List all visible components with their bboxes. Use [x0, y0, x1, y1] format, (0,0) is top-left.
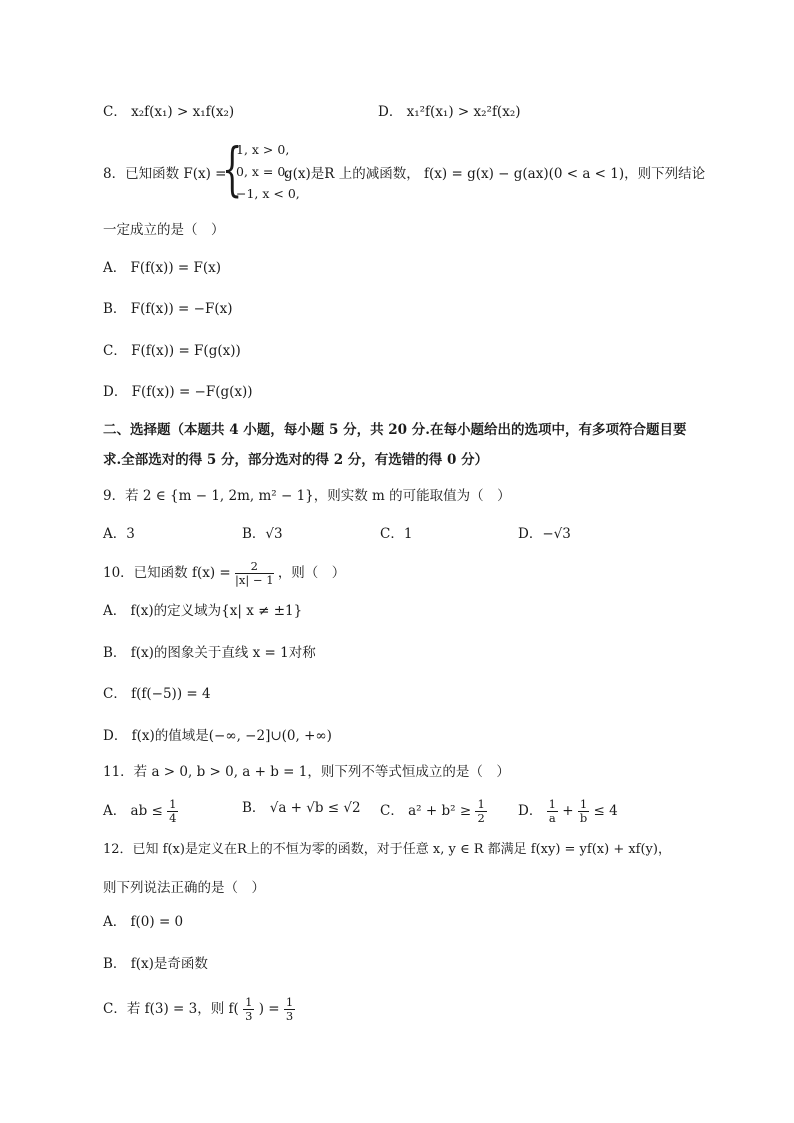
q12-c-den: 3 [285, 1009, 294, 1023]
q11-d-den-1: a [548, 811, 556, 825]
q12-c-inner-num: 1 [245, 995, 253, 1009]
q12-c-fraction [284, 996, 295, 1023]
q8-option-d: D． F(f(x)) = −F(g(x)) [103, 384, 253, 400]
section2-heading-line2: 求.全部选对的得 5 分，部分选对的得 2 分，有选错的得 0 分） [103, 452, 489, 468]
q8-option-a: A． F(f(x)) = F(x) [103, 260, 221, 276]
q7-option-d: D． x₁²f(x₁) > x₂²f(x₂) [378, 104, 521, 120]
q12-c-num: 1 [285, 995, 294, 1009]
q10-option-b: B． f(x)的图象关于直线 x = 1对称 [103, 645, 316, 661]
q8-case-1: 1, x > 0, [236, 142, 290, 157]
q12-option-b: B． f(x)是奇函数 [103, 956, 208, 972]
q11-a-fraction [167, 798, 178, 825]
q11-c-prefix: C． a² + b² ≥ [380, 803, 472, 819]
q10-stem-prefix: 10．已知函数 f(x) = [103, 565, 231, 581]
q11-a-prefix: A． ab ≤ [103, 803, 163, 819]
q12-c-inner-fraction [243, 996, 254, 1023]
q12-stem-line2: 则下列说法正确的是（ ） [103, 880, 265, 896]
q8-option-b: B． F(f(x)) = −F(x) [103, 301, 233, 317]
q11-a-num: 1 [169, 797, 177, 811]
q12-option-a: A． f(0) = 0 [103, 914, 184, 930]
q10-stem [103, 560, 345, 587]
q10-option-a: A． f(x)的定义域为{x| x ≠ ±1} [103, 603, 303, 619]
q11-d-prefix: D． [518, 803, 543, 819]
q11-option-a [103, 798, 178, 825]
q9-option-b: B．√3 [242, 526, 283, 542]
q11-d-den-2: b [579, 811, 588, 825]
q8-stem-prefix: 8．已知函数 F(x) = [103, 166, 227, 182]
q12-c-mid: ) = [258, 1001, 280, 1017]
q11-option-d [518, 798, 618, 825]
q12-c-inner-den: 3 [245, 1009, 253, 1023]
q12-stem-line1: 12．已知 f(x)是定义在R上的不恒为零的函数，对于任意 x, y ∈ R 都满足 f(xy) = yf(x) + xf(y)， [103, 842, 671, 857]
q11-d-plus: + [562, 803, 574, 819]
q11-option-c [380, 798, 487, 825]
q11-d-fraction-2 [578, 798, 589, 825]
q11-d-suffix: ≤ 4 [593, 803, 618, 819]
q8-stem-line2: 一定成立的是（ ） [103, 222, 225, 238]
q9-option-c: C．1 [380, 526, 413, 542]
q7-option-c: C． x₂f(x₁) > x₁f(x₂) [103, 104, 235, 120]
q11-stem: 11．若 a > 0, b > 0, a + b = 1，则下列不等式恒成立的是（ ） [103, 764, 510, 780]
q10-frac-den: |x| − 1 [235, 573, 274, 587]
q8-case-2: 0, x = 0, [236, 164, 290, 179]
q10-option-c: C． f(f(−5)) = 4 [103, 686, 211, 702]
q10-option-d: D． f(x)的值域是(−∞, −2]∪(0, +∞) [103, 728, 332, 744]
q12-option-c [103, 996, 295, 1023]
q11-d-num-1: 1 [548, 797, 556, 811]
q11-option-b: B． √a + √b ≤ √2 [242, 800, 361, 816]
section2-heading-line1: 二、选择题（本题共 4 小题，每小题 5 分，共 20 分.在每小题给出的选项中，有多项符合题目要 [103, 422, 687, 438]
q8-option-c: C． F(f(x)) = F(g(x)) [103, 343, 241, 359]
q10-fraction [235, 560, 274, 587]
q9-option-a: A．3 [103, 526, 135, 542]
q11-c-fraction [475, 798, 486, 825]
q8-stem-suffix: g(x)是R 上的减函数， f(x) = g(x) − g(ax)(0 < a < 1)，则下列结论 [284, 166, 706, 182]
q8-case-3: −1, x < 0, [236, 186, 300, 201]
q10-stem-suffix: ，则（ ） [277, 565, 346, 581]
q9-stem: 9．若 2 ∈ {m − 1, 2m, m² − 1}，则实数 m 的可能取值为（ ） [103, 488, 511, 504]
q11-a-den: 4 [169, 811, 177, 825]
q11-d-num-2: 1 [579, 797, 588, 811]
q9-option-d: D．−√3 [518, 526, 571, 542]
brace-symbol: { [222, 135, 243, 203]
q12-c-prefix: C．若 f(3) = 3，则 f( [103, 1001, 239, 1017]
q11-c-num: 1 [477, 797, 485, 811]
q11-c-den: 2 [477, 811, 485, 825]
q11-d-fraction-1 [547, 798, 558, 825]
q10-frac-num: 2 [235, 560, 274, 574]
